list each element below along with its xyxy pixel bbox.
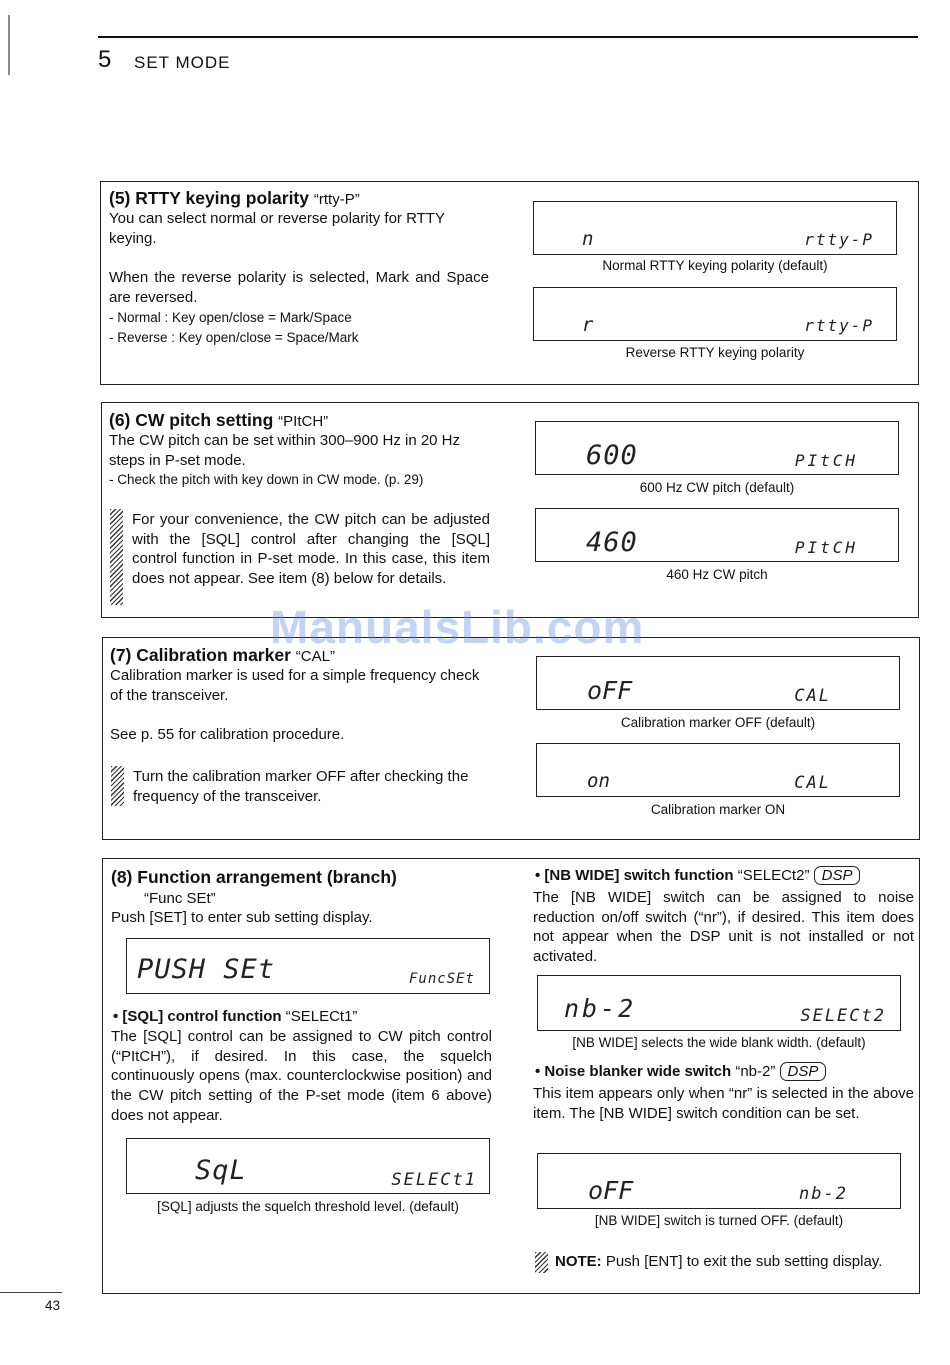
section-text: The CW pitch can be set within 300–900 Hz in 20 Hz steps in P-set mode. — [109, 432, 461, 469]
lcd-caption: Normal RTTY keying polarity (default) — [602, 258, 828, 273]
section-rtty-polarity — [100, 181, 919, 385]
section-text: Calibration marker is used for a simple frequency check of the transceiver. — [110, 667, 480, 704]
section-title: (7) Calibration marker “CAL” — [110, 645, 335, 665]
lcd-caption: [NB WIDE] switch is turned OFF. (default) — [594, 1213, 844, 1228]
section-title: (8) Function arrangement (branch) — [111, 867, 397, 887]
section-text: When the reverse polarity is selected, Mark and Space are reversed. — [109, 269, 489, 306]
page-number: 43 — [45, 1298, 61, 1313]
subsection-heading: • [SQL] control function “SELECt1” — [113, 1008, 358, 1025]
footer-rule — [0, 1292, 62, 1293]
subsection-heading: • Noise blanker wide switch “nb-2” DSP — [535, 1062, 826, 1082]
watermark: ManualsLib.com — [270, 601, 645, 653]
section-text: This item appears only when “nr” is selected in the above item. The [NB WIDE] switch condition can be set. — [533, 1085, 914, 1122]
bullet-reverse: - Reverse : Key open/close = Space/Mark — [109, 330, 359, 345]
lcd-caption: 600 Hz CW pitch (default) — [639, 480, 795, 495]
section-text: You can select normal or reverse polarity for RTTY keying. — [109, 210, 445, 247]
section-text: Push [SET] to enter sub setting display. — [111, 909, 373, 926]
section-code: “Func SEt” — [144, 890, 216, 907]
chapter-number: 5 — [98, 46, 112, 73]
lcd-display: on CAL — [536, 743, 900, 797]
lcd-display: SqL SELECt1 — [126, 1138, 490, 1194]
lcd-display: oFF nb-2 — [537, 1153, 901, 1209]
lcd-caption: Reverse RTTY keying polarity — [625, 345, 805, 360]
lcd-display: 460 PItCH — [535, 508, 899, 562]
lcd-caption: [SQL] adjusts the squelch threshold level. (default) — [157, 1199, 459, 1214]
section-title: (6) CW pitch setting “PItCH” — [109, 410, 329, 430]
bullet-text: - Check the pitch with key down in CW mode. (p. 29) — [109, 472, 424, 487]
scan-edge-mark — [8, 15, 10, 75]
dsp-badge: DSP — [780, 1062, 827, 1081]
section-text: The [SQL] control can be assigned to CW pitch control (“PItCH”), if desired. In this case, the squelch continuously opens (max. counterclockwise position) and the CW pitch setting of the P-set mode (item 6 above) does not appear. — [111, 1028, 492, 1124]
lcd-display: n rtty-P — [533, 201, 897, 255]
section-title: (5) RTTY keying polarity “rtty-P” — [109, 188, 360, 208]
section-text: See p. 55 for calibration procedure. — [110, 726, 345, 743]
section-cw-pitch — [101, 402, 919, 618]
note-marker-icon — [110, 509, 123, 605]
note-text: For your convenience, the CW pitch can be adjusted with the [SQL] control after changing the [SQL] control function in P-set mode. In this case, this item does not appear. See item (8) below for details. — [132, 511, 490, 588]
lcd-display: oFF CAL — [536, 656, 900, 710]
chapter-title: SET MODE — [134, 53, 231, 72]
lcd-display: 600 PItCH — [535, 421, 899, 475]
lcd-caption: Calibration marker ON — [650, 802, 786, 817]
lcd-display: nb-2 SELECt2 — [537, 975, 901, 1031]
subsection-heading: • [NB WIDE] switch function “SELECt2” DSP — [535, 866, 860, 886]
note-text: Turn the calibration marker OFF after checking the frequency of the transceiver. — [133, 768, 469, 805]
lcd-caption: [NB WIDE] selects the wide blank width. (default) — [572, 1035, 866, 1050]
note-text: NOTE: Push [ENT] to exit the sub setting display. — [555, 1253, 883, 1270]
lcd-caption: 460 Hz CW pitch — [666, 567, 768, 582]
dsp-badge: DSP — [814, 866, 861, 885]
note-marker-icon — [535, 1252, 548, 1273]
section-function-arrangement — [102, 858, 920, 1294]
lcd-display: r rtty-P — [533, 287, 897, 341]
lcd-display: PUSH SEt FuncSEt — [126, 938, 490, 994]
lcd-caption: Calibration marker OFF (default) — [620, 715, 816, 730]
section-text: The [NB WIDE] switch can be assigned to noise reduction on/off switch (“nr”), if desired. This item does not appear when the DSP unit is not installed or not activated. — [533, 889, 914, 966]
bullet-normal: - Normal : Key open/close = Mark/Space — [109, 310, 352, 325]
header-rule — [98, 36, 918, 38]
section-calibration-marker — [102, 637, 920, 840]
note-marker-icon — [111, 766, 124, 806]
